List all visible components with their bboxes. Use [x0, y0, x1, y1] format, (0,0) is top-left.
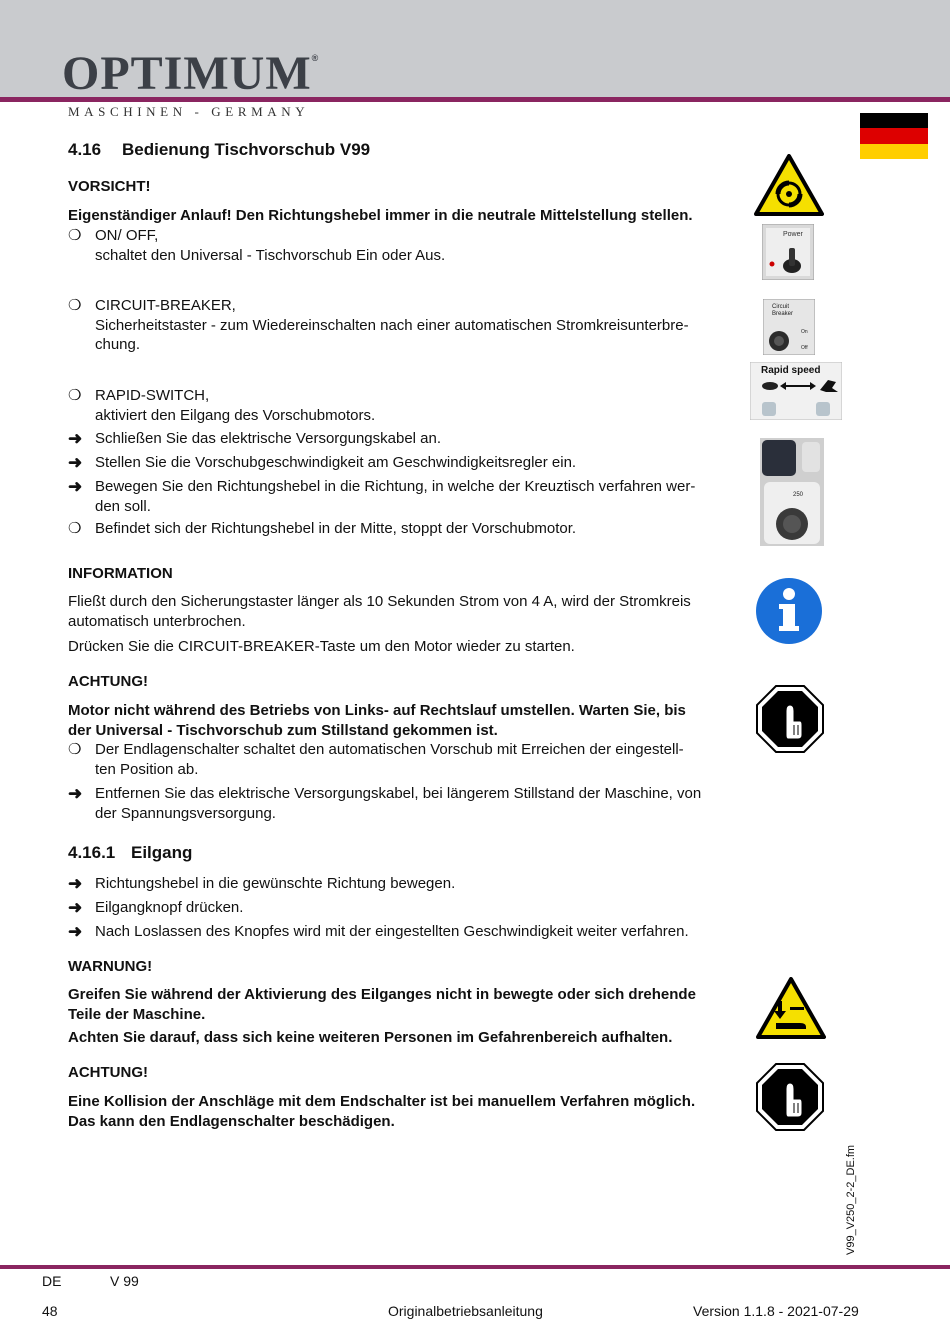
- list-item: [68, 519, 744, 539]
- attention-line: der Universal - Tischvorschub zum Stillstand gekommen ist.: [68, 721, 498, 739]
- item-line: Eilgangknopf drücken.: [95, 899, 244, 916]
- information-paragraph: [68, 592, 744, 631]
- section-heading: [68, 140, 744, 160]
- item-line: Entfernen Sie das elektrische Versorgungskabel, bei längerem Stillstand der Maschine, von: [95, 785, 702, 802]
- warning-line: Teile der Maschine.: [68, 1005, 206, 1023]
- speed-label: 250: [793, 492, 804, 498]
- arrow-right-icon: ➜: [68, 922, 83, 941]
- caution-text: Eigenständiger Anlauf! Den Richtungshebel immer in die neutrale Mittelstellung stellen.: [68, 207, 693, 224]
- logo-text: OPTIMUM: [62, 47, 312, 100]
- item-line: der Spannungsversorgung.: [95, 804, 276, 822]
- rotating-parts-warning-icon: [754, 154, 824, 216]
- attention-line: Eine Kollision der Anschläge mit dem Endschalter ist bei manuellem Verfahren möglich.: [68, 1093, 696, 1110]
- information-paragraph-2: Drücken Sie die CIRCUIT-BREAKER-Taste um den Motor wieder zu starten.: [68, 638, 575, 655]
- arrow-right-icon: ➜: [68, 784, 83, 803]
- arrow-right-icon: ➜: [68, 453, 83, 472]
- attention-label-2: ACHTUNG!: [68, 1064, 148, 1081]
- attention-line: Motor nicht während des Betriebs von Links- auf Rechtslauf umstellen. Warten Sie, bis: [68, 702, 686, 719]
- information-label: INFORMATION: [68, 565, 173, 582]
- item-line: Bewegen Sie den Richtungshebel in die Richtung, in welche der Kreuztisch verfahren wer-: [95, 478, 696, 495]
- subsection-heading: [68, 843, 744, 863]
- caution-label: VORSICHT!: [68, 178, 151, 195]
- footer-divider: [0, 1265, 950, 1269]
- subsection-title: Eilgang: [131, 843, 193, 862]
- breaker-on-label: On: [801, 329, 808, 335]
- item-line: Nach Loslassen des Knopfes wird mit der eingestellten Geschwindigkeit weiter verfahren.: [95, 923, 689, 940]
- item-line: Stellen Sie die Vorschubgeschwindigkeit am Geschwindigkeitsregler ein.: [95, 454, 577, 471]
- german-flag-icon: [860, 113, 928, 159]
- footer-model: V 99: [110, 1273, 139, 1289]
- brand-tagline: MASCHINEN - GERMANY: [68, 104, 310, 119]
- item-line: RAPID-SWITCH,: [95, 387, 210, 404]
- arrow-right-icon: ➜: [68, 874, 83, 893]
- list-item: [68, 429, 744, 449]
- info-line: Fließt durch den Sicherungstaster länger als 10 Sekunden Strom von 4 A, wird der Stromkreis: [68, 593, 691, 610]
- item-line: Sicherheitstaster - zum Wiedereinschalten nach einer automatischen Stromkreisunterbre-: [95, 316, 689, 334]
- registered-mark: ®: [311, 53, 320, 63]
- list-item: [68, 740, 744, 779]
- arrow-right-icon: ➜: [68, 429, 83, 448]
- list-item: [68, 477, 744, 516]
- breaker-label-1: Circuit: [772, 304, 790, 310]
- source-file-label: V99_V250_2-2_DE.fm: [845, 1144, 857, 1255]
- attention-text-2: [68, 1092, 744, 1131]
- power-label: Power: [783, 231, 803, 238]
- warning-text-2: Achten Sie darauf, dass sich keine weiteren Personen im Gefahrenbereich aufhalten.: [68, 1029, 673, 1046]
- arrow-right-icon: ➜: [68, 477, 83, 496]
- item-line: ten Position ab.: [95, 760, 199, 778]
- item-line: ON/ OFF,: [95, 227, 159, 244]
- item-line: Schließen Sie das elektrische Versorgungskabel an.: [95, 430, 442, 447]
- circuit-breaker-photo: [763, 299, 815, 355]
- item-line: aktiviert den Eilgang des Vorschubmotors.: [95, 406, 376, 424]
- item-line: CIRCUIT-BREAKER,: [95, 297, 236, 314]
- rapid-speed-photo: [750, 362, 842, 420]
- bullet-icon: ❍: [68, 387, 82, 404]
- bullet-icon: ❍: [68, 520, 82, 537]
- item-line: den soll.: [95, 497, 151, 515]
- section-title: Bedienung Tischvorschub V99: [122, 140, 371, 159]
- list-item: [68, 226, 744, 265]
- stop-hand-icon: [756, 685, 824, 753]
- item-line: Der Endlagenschalter schaltet den automatischen Vorschub mit Erreichen der eingestell-: [95, 741, 684, 758]
- info-line: automatisch unterbrochen.: [68, 612, 246, 630]
- attention-text: [68, 701, 744, 740]
- footer-document-title: Originalbetriebsanleitung: [388, 1303, 543, 1319]
- hand-injury-warning-icon: [756, 977, 826, 1039]
- item-line: Richtungshebel in die gewünschte Richtung bewegen.: [95, 875, 456, 892]
- item-line: chung.: [95, 336, 141, 353]
- arrow-right-icon: ➜: [68, 898, 83, 917]
- subsection-number: 4.16.1: [68, 843, 116, 862]
- stop-hand-icon-2: [756, 1063, 824, 1131]
- list-item: [68, 898, 744, 918]
- bullet-icon: ❍: [68, 741, 82, 758]
- breaker-off-label: Off: [801, 345, 808, 351]
- bullet-icon: ❍: [68, 227, 82, 244]
- attention-label: ACHTUNG!: [68, 673, 148, 690]
- warning-line: Greifen Sie während der Aktivierung des Eilganges nicht in bewegte oder sich drehende: [68, 986, 696, 1003]
- item-line: schaltet den Universal - Tischvorschub Ein oder Aus.: [95, 246, 446, 264]
- list-item: [68, 453, 744, 473]
- bullet-icon: ❍: [68, 297, 82, 314]
- information-icon: [755, 577, 823, 645]
- attention-line: Das kann den Endlagenschalter beschädigen.: [68, 1112, 395, 1130]
- section-number: 4.16: [68, 140, 102, 159]
- footer-version: Version 1.1.8 - 2021-07-29: [693, 1303, 859, 1319]
- power-switch-photo: [762, 224, 814, 280]
- list-item: [68, 296, 744, 355]
- page-number: 48: [42, 1303, 58, 1319]
- breaker-label-2: Breaker: [772, 311, 794, 317]
- direction-lever-photo: [760, 438, 824, 546]
- list-item: [68, 784, 744, 823]
- list-item: [68, 874, 744, 894]
- list-item: [68, 922, 744, 942]
- item-line: Befindet sich der Richtungshebel in der Mitte, stoppt der Vorschubmotor.: [95, 520, 577, 537]
- rapid-speed-label: Rapid speed: [761, 365, 821, 376]
- warning-text: [68, 985, 744, 1024]
- warning-label: WARNUNG!: [68, 958, 153, 975]
- list-item: [68, 386, 744, 425]
- footer-language: DE: [42, 1273, 62, 1289]
- brand-logo: [62, 47, 320, 100]
